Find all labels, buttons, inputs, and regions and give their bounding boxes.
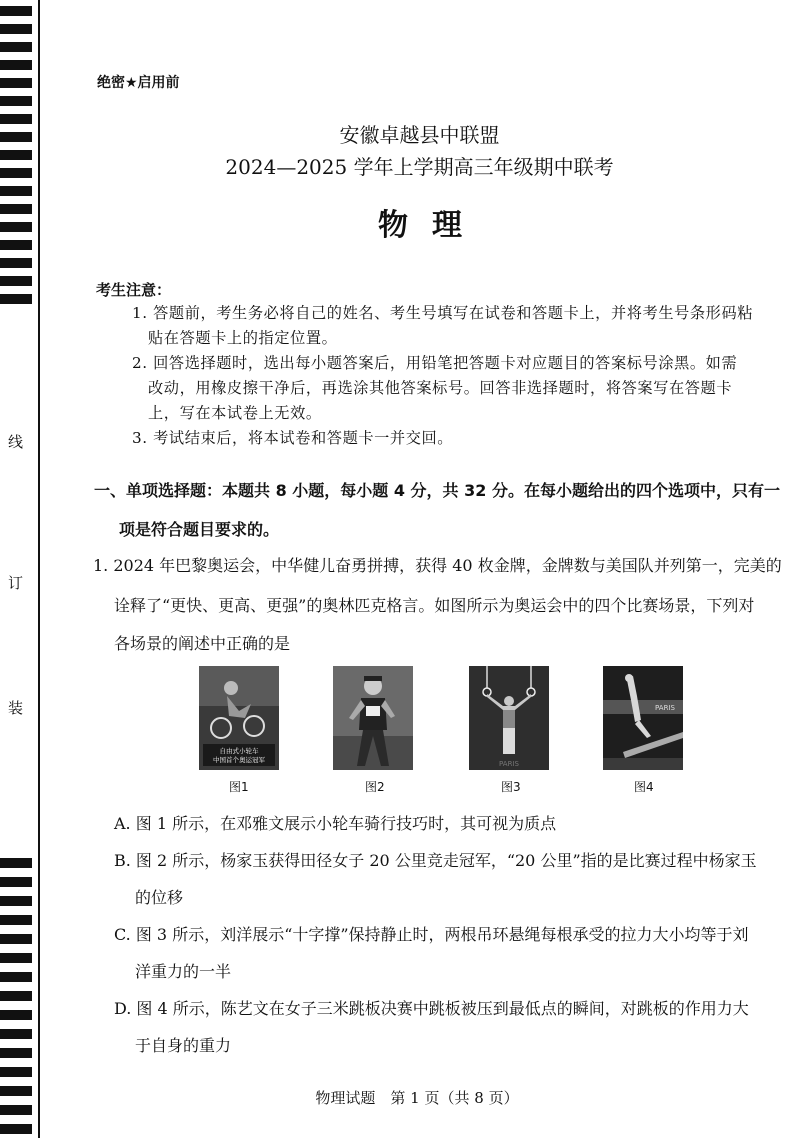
option-d: D. 图 4 所示，陈艺文在女子三米跳板决赛中跳板被压到最低点的瞬间，对跳板的作用力大 [114, 999, 749, 1018]
binding-stripe [0, 1029, 32, 1039]
binding-stripe [0, 42, 32, 52]
option-b-cont: 的位移 [135, 888, 184, 907]
section-heading-cont: 项是符合题目要求的。 [119, 520, 280, 539]
figure-4-inset-text: PARIS [655, 704, 675, 712]
binding-stripe [0, 953, 32, 963]
binding-stripe [0, 934, 32, 944]
option-c-cont: 洋重力的一半 [135, 962, 232, 981]
binding-stripe [0, 186, 32, 196]
figure-1-inset-line: 中国首个奥运冠军 [213, 756, 265, 764]
option-c: C. 图 3 所示，刘洋展示“十字撑”保持静止时，两根吊环悬绳每根承受的拉力大小均等于刘 [114, 925, 749, 944]
notice-line: 贴在答题卡上的指定位置。 [148, 329, 338, 347]
figure-3-caption: 图3 [501, 780, 521, 794]
binding-stripe [0, 24, 32, 34]
figure-1-photo [199, 666, 279, 770]
figure-3-photo [469, 666, 549, 770]
binding-stripe [0, 78, 32, 88]
binding-stripe [0, 896, 32, 906]
binding-stripe [0, 6, 32, 16]
notice-line: 上，写在本试卷上无效。 [148, 404, 322, 422]
binding-stripe [0, 294, 32, 304]
binding-stripe [0, 877, 32, 887]
binding-stripe [0, 258, 32, 268]
notice-line: 3. 考试结束后，将本试卷和答题卡一并交回。 [132, 429, 454, 447]
notice-line: 改动，用橡皮擦干净后，再选涂其他答案标号。回答非选择题时，将答案写在答题卡 [148, 379, 733, 397]
exam-term: 2024—2025 学年上学期高三年级期中联考 [225, 155, 614, 179]
binding-stripe [0, 1048, 32, 1058]
figure-2-photo [333, 666, 413, 770]
binding-stripe [0, 96, 32, 106]
binding-stripe [0, 1067, 32, 1077]
option-a: A. 图 1 所示，在邓雅文展示小轮车骑行技巧时，其可视为质点 [114, 814, 557, 833]
figure-2-caption: 图2 [365, 780, 385, 794]
notice-line: 1. 答题前，考生务必将自己的姓名、考生号填写在试卷和答题卡上，并将考生号条形码粘 [132, 304, 754, 322]
question-stem: 诠释了“更快、更高、更强”的奥林匹克格言。如图所示为奥运会中的四个比赛场景，下列对 [114, 596, 755, 615]
exam-organization: 安徽卓越县中联盟 [339, 123, 500, 147]
binding-stripe [0, 1010, 32, 1020]
figure-4-photo [603, 666, 683, 770]
figure-1-caption: 图1 [229, 780, 249, 794]
binding-stripe [0, 972, 32, 982]
binding-stripe [0, 991, 32, 1001]
binding-stripe [0, 915, 32, 925]
page-footer: 物理试题 第 1 页（共 8 页） [315, 1089, 519, 1107]
binding-label-line: 线 [8, 433, 24, 451]
binding-label-install: 装 [8, 699, 24, 717]
binding-stripe [0, 276, 32, 286]
binding-stripe [0, 1124, 32, 1134]
figure-4-caption: 图4 [634, 780, 654, 794]
binding-stripe [0, 858, 32, 868]
question-stem: 1. 2024 年巴黎奥运会，中华健儿奋勇拼搏，获得 40 枚金牌，金牌数与美国队并列第一，完美的 [93, 556, 782, 575]
option-b: B. 图 2 所示，杨家玉获得田径女子 20 公里竞走冠军，“20 公里”指的是比赛过程中杨家玉 [114, 851, 757, 870]
question-stem: 各场景的阐述中正确的是 [114, 634, 291, 653]
option-d-cont: 于自身的重力 [135, 1036, 232, 1055]
figure-1-inset-line: 自由式小轮车 [219, 747, 259, 755]
figure-3-inset-text: PARIS [499, 760, 519, 768]
section-heading: 一、单项选择题：本题共 8 小题，每小题 4 分，共 32 分。在每小题给出的四个选项中，只有一 [94, 481, 780, 500]
binding-label-bind: 订 [8, 574, 24, 592]
binding-stripe [0, 60, 32, 70]
subject-title: 物理 [378, 208, 486, 243]
confidential-mark: 绝密★启用前 [97, 75, 180, 91]
notice-title: 考生注意： [96, 281, 172, 299]
notice-line: 2. 回答选择题时，选出每小题答案后，用铅笔把答题卡对应题目的答案标号涂黑。如需 [132, 354, 738, 372]
